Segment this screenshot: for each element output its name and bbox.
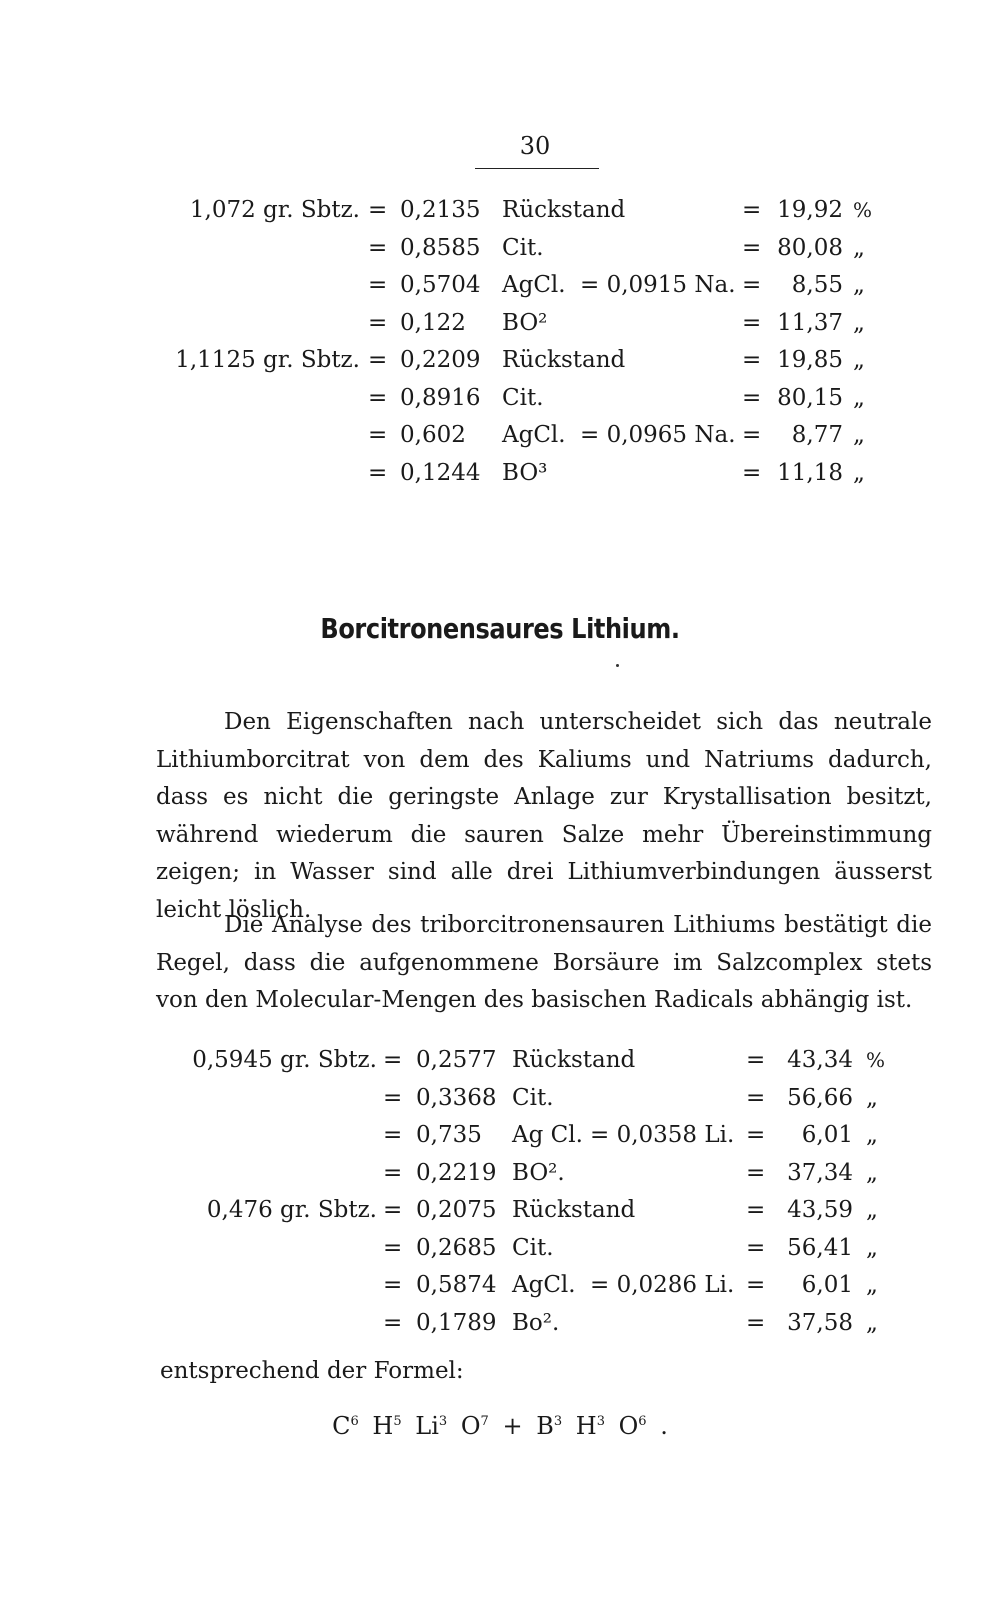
formula-part: $H^5$ — [372, 1412, 402, 1440]
cell-weight: 0,2135 — [400, 197, 481, 223]
cell-weight: 0,2685 — [416, 1234, 497, 1261]
analysis-row — [0, 268, 1000, 302]
cell-result: 37,58 — [787, 1309, 853, 1336]
cell-sample: 0,5945 gr. Sbtz. — [192, 1047, 377, 1073]
cell-eq2: = — [746, 1084, 766, 1111]
cell-unit: % — [866, 1048, 886, 1072]
analysis-row — [0, 306, 1000, 340]
cell-weight: 0,3368 — [416, 1084, 497, 1111]
cell-unit: „ — [853, 384, 865, 411]
cell-unit: „ — [853, 422, 865, 448]
cell-weight: 0,5874 — [416, 1272, 497, 1298]
cell-what: Bo². — [512, 1309, 560, 1336]
page-number-rule — [475, 168, 599, 169]
cell-weight: 0,2209 — [400, 347, 481, 373]
cell-result: 37,34 — [787, 1159, 853, 1186]
formula-intro: entsprechend der Formel: — [160, 1358, 464, 1384]
cell-eq1: = — [383, 1234, 403, 1261]
cell-sample: 0,476 gr. Sbtz. — [206, 1197, 377, 1223]
cell-weight: 0,8585 — [400, 234, 481, 261]
cell-what: AgCl. — [512, 1272, 576, 1298]
cell-unit: „ — [866, 1084, 878, 1111]
cell-weight: 0,5704 — [400, 272, 481, 298]
analysis-row — [0, 193, 1000, 227]
analysis-row — [0, 1118, 1000, 1152]
formula-part: $O^6$ — [618, 1412, 647, 1440]
cell-eq2: = — [746, 1234, 766, 1261]
chemical-formula — [0, 1412, 1000, 1440]
cell-eq1: = — [368, 234, 388, 261]
cell-eq1: = — [368, 459, 388, 486]
formula-part: $B^3$ — [536, 1412, 563, 1440]
section-heading: Borcitronensaures Lithium. — [320, 612, 680, 645]
formula-part: $O^7$ — [460, 1412, 489, 1440]
cell-sample: 1,1125 gr. Sbtz. — [175, 347, 360, 373]
cell-unit: „ — [853, 234, 865, 261]
heading-ornament-dot — [616, 664, 619, 667]
cell-eq2: = — [742, 197, 762, 223]
cell-what: AgCl. — [502, 422, 566, 448]
analysis-row — [0, 231, 1000, 265]
paragraph-properties: Den Eigenschaften nach unterscheidet sich das neutrale Lithiumborcitrat von dem des Kaliums und Natriums dadurch, dass es nicht die geringste Anlage zur Krystallisation besitzt, während wiederum die sauren Salze mehr Übereinstimmung zeigen; in Wasser sind alle drei Lithiumverbindungen äusserst leicht löslich. — [156, 709, 932, 923]
cell-what: Cit. — [502, 234, 544, 261]
cell-eq1: = — [383, 1197, 403, 1223]
cell-what: BO² — [502, 309, 548, 336]
cell-unit: „ — [853, 459, 865, 486]
cell-eq2: = — [746, 1309, 766, 1336]
cell-unit: % — [853, 198, 873, 222]
cell-eq1: = — [368, 309, 388, 336]
analysis-row — [0, 1193, 1000, 1227]
cell-result: 8,77 — [791, 422, 843, 448]
cell-extra: = 0,0965 Na. — [580, 422, 736, 448]
cell-eq1: = — [383, 1159, 403, 1186]
cell-weight: 0,2219 — [416, 1159, 497, 1186]
cell-eq2: = — [742, 422, 762, 448]
cell-eq2: = — [746, 1047, 766, 1073]
cell-eq2: = — [742, 384, 762, 411]
cell-what: Cit. — [512, 1234, 554, 1261]
cell-result: 56,41 — [787, 1234, 853, 1261]
cell-result: 56,66 — [787, 1084, 853, 1111]
cell-weight: 0,2075 — [416, 1197, 497, 1223]
formula-part: $H^3$ — [575, 1412, 605, 1440]
cell-result: 6,01 — [801, 1122, 853, 1148]
cell-what: Ag Cl. — [512, 1122, 583, 1148]
cell-result: 19,85 — [777, 347, 843, 373]
cell-extra: = 0,0286 Li. — [590, 1272, 735, 1298]
page-number: 30 — [519, 132, 551, 160]
cell-what: Cit. — [512, 1084, 554, 1111]
cell-what: Rückstand — [502, 197, 626, 223]
analysis-row — [0, 456, 1000, 490]
cell-extra: = 0,0358 Li. — [590, 1122, 735, 1148]
cell-result: 11,18 — [777, 459, 843, 486]
cell-eq2: = — [742, 459, 762, 486]
cell-unit: „ — [866, 1122, 878, 1148]
cell-result: 43,34 — [787, 1047, 853, 1073]
cell-eq1: = — [383, 1122, 403, 1148]
cell-eq2: = — [742, 347, 762, 373]
cell-weight: 0,735 — [416, 1122, 482, 1148]
cell-result: 8,55 — [791, 272, 843, 298]
cell-result: 11,37 — [777, 309, 843, 336]
cell-eq1: = — [368, 272, 388, 298]
analysis-row — [0, 1306, 1000, 1340]
cell-eq2: = — [746, 1159, 766, 1186]
cell-eq1: = — [368, 384, 388, 411]
formula-part: $C^6$ — [332, 1412, 359, 1440]
cell-eq1: = — [368, 347, 388, 373]
cell-unit: „ — [853, 272, 865, 298]
cell-eq2: = — [742, 272, 762, 298]
analysis-row — [0, 418, 1000, 452]
analysis-row — [0, 1231, 1000, 1265]
cell-result: 43,59 — [787, 1197, 853, 1223]
cell-extra: = 0,0915 Na. — [580, 272, 736, 298]
formula-part: Li$^3$ — [415, 1412, 448, 1440]
cell-weight: 0,1244 — [400, 459, 481, 486]
cell-what: AgCl. — [502, 272, 566, 298]
cell-eq1: = — [368, 422, 388, 448]
cell-weight: 0,122 — [400, 309, 466, 336]
formula-end: . — [660, 1412, 668, 1440]
cell-weight: 0,1789 — [416, 1309, 497, 1336]
cell-eq1: = — [383, 1047, 403, 1073]
cell-unit: „ — [866, 1309, 878, 1336]
cell-what: Rückstand — [502, 347, 626, 373]
cell-result: 6,01 — [801, 1272, 853, 1298]
paragraph-analysis: Die Analyse des triborcitronensauren Lithiums bestätigt die Regel, dass die aufgenommene Borsäure im Salzcomplex stets von den Molecular-Mengen des basischen Radicals abhängig ist. — [156, 912, 932, 1013]
cell-what: Rückstand — [512, 1047, 636, 1073]
cell-eq1: = — [383, 1084, 403, 1111]
cell-weight: 0,2577 — [416, 1047, 497, 1073]
cell-weight: 0,602 — [400, 422, 466, 448]
cell-eq2: = — [742, 309, 762, 336]
cell-what: Cit. — [502, 384, 544, 411]
cell-eq2: = — [746, 1122, 766, 1148]
analysis-row — [0, 1156, 1000, 1190]
cell-result: 80,15 — [777, 384, 843, 411]
analysis-row — [0, 1268, 1000, 1302]
cell-eq1: = — [368, 197, 388, 223]
cell-result: 80,08 — [777, 234, 843, 261]
cell-result: 19,92 — [777, 197, 843, 223]
cell-weight: 0,8916 — [400, 384, 481, 411]
cell-eq2: = — [746, 1197, 766, 1223]
analysis-row — [0, 1081, 1000, 1115]
cell-what: BO². — [512, 1159, 565, 1186]
cell-eq1: = — [383, 1272, 403, 1298]
cell-eq1: = — [383, 1309, 403, 1336]
analysis-row — [0, 381, 1000, 415]
cell-what: Rückstand — [512, 1197, 636, 1223]
cell-sample: 1,072 gr. Sbtz. — [189, 197, 360, 223]
cell-eq2: = — [746, 1272, 766, 1298]
cell-unit: „ — [866, 1197, 878, 1223]
cell-unit: „ — [866, 1159, 878, 1186]
formula-part: + — [502, 1412, 523, 1440]
analysis-row — [0, 343, 1000, 377]
cell-eq2: = — [742, 234, 762, 261]
cell-unit: „ — [853, 309, 865, 336]
cell-unit: „ — [866, 1234, 878, 1261]
cell-unit: „ — [853, 347, 865, 373]
analysis-row — [0, 1043, 1000, 1077]
cell-what: BO³ — [502, 459, 548, 486]
cell-unit: „ — [866, 1272, 878, 1298]
